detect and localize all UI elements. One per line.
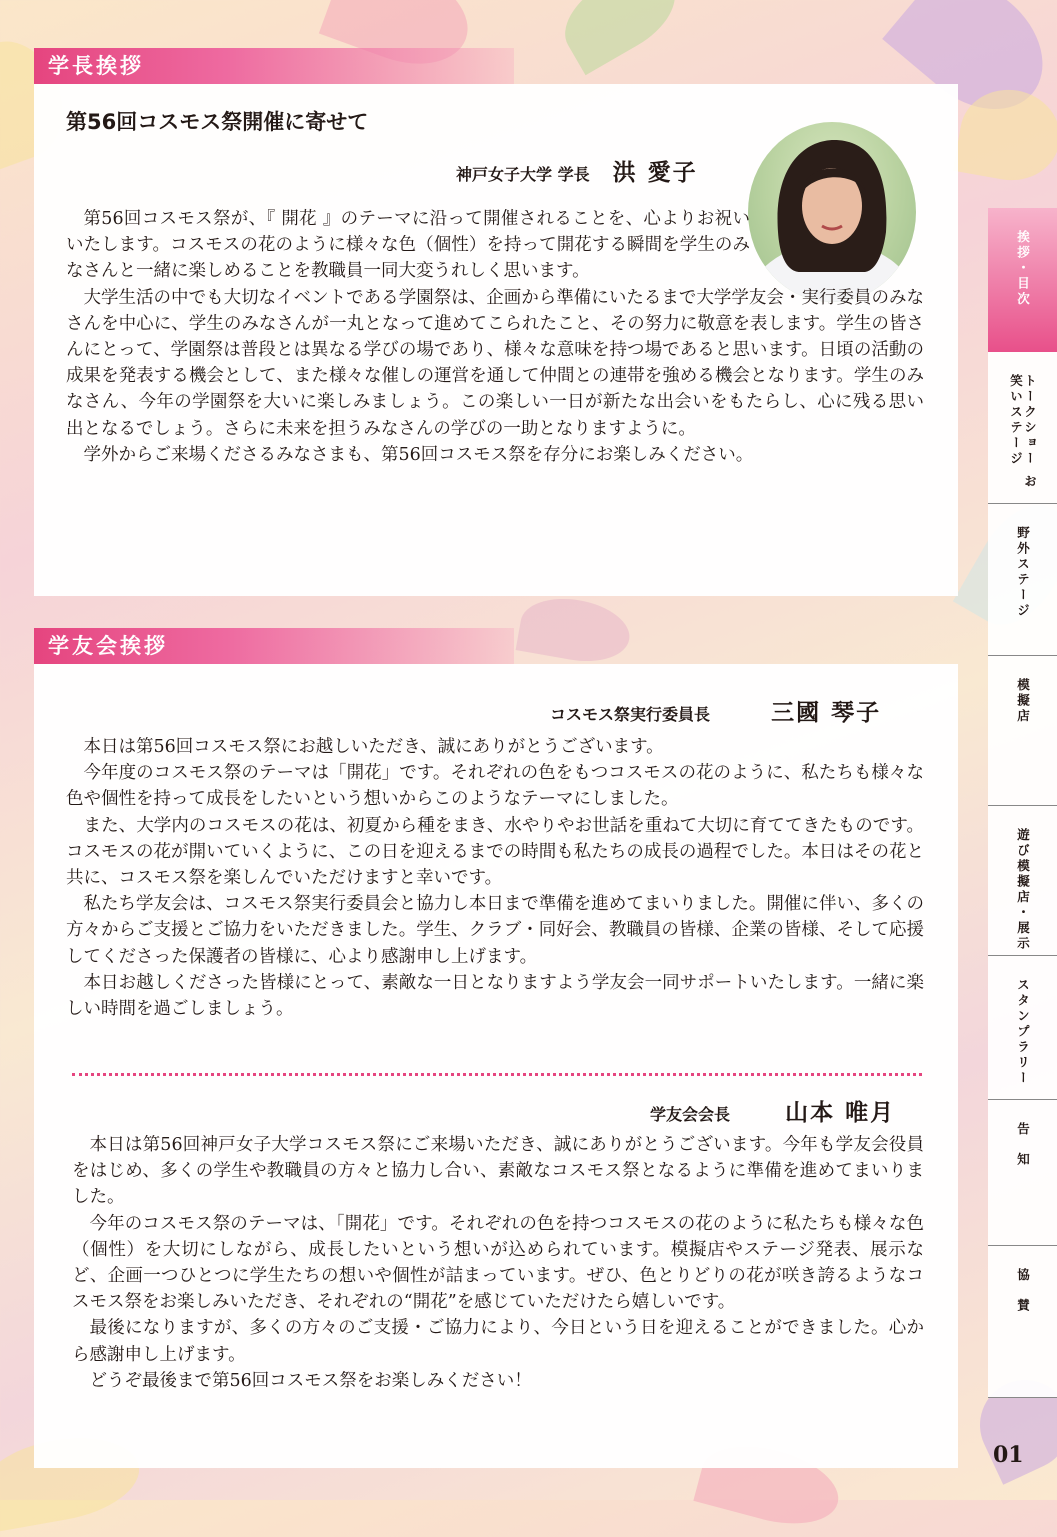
president-greeting-body bbox=[66, 206, 924, 468]
president-greeting-title: 第56回コスモス祭開催に寄せて bbox=[66, 110, 369, 134]
tab-sponsors[interactable] bbox=[988, 1246, 1057, 1398]
signature-role: コスモス祭実行委員長 bbox=[550, 705, 711, 724]
president-greeting-header: 学長挨拶 bbox=[34, 48, 514, 84]
tab-label: トークショー お笑いステージ bbox=[1008, 374, 1038, 490]
paragraph: 学外からご来場くださるみなさまも、第56回コスモス祭を存分にお楽しみください。 bbox=[83, 444, 754, 465]
paragraph: 本日は第56回コスモス祭にお越しいただき、誠にありがとうございます。 bbox=[83, 737, 664, 757]
tab-announcements[interactable] bbox=[988, 1100, 1057, 1246]
tab-talk-show[interactable] bbox=[988, 352, 1057, 504]
paragraph: 第56回コスモス祭が、『 開花 』のテーマに沿って開催されることを、心よりお祝いいたします。コスモスの花のように様々な色（個性）を持って開花する瞬間を学生のみなさんと一緒に楽しめることを教職員一同大変うれしく思います。 bbox=[66, 209, 750, 282]
paragraph: 本日お越しくださった皆様にとって、素敵な一日となりますよう学友会一同サポートいたします。一緒に楽しい時間を過ごしましょう。 bbox=[66, 972, 924, 1020]
tab-label: 挨拶・目次 bbox=[1015, 230, 1031, 308]
signature-role: 学友会会長 bbox=[650, 1105, 731, 1124]
tab-label: 告知 bbox=[1015, 1122, 1031, 1183]
paragraph: 本日は第56回神戸女子大学コスモス祭にご来場いただき、誠にありがとうございます。今年も学友会役員をはじめ、多くの学生や教職員の方々と協力し合い、素敵なコスモス祭となるように準備を進めてまいりました。 bbox=[72, 1135, 924, 1208]
committee-chair-signature bbox=[550, 694, 881, 727]
signature-role: 神戸女子大学 学長 bbox=[456, 165, 590, 184]
tab-games-exhibits[interactable] bbox=[988, 806, 1057, 956]
tab-label: 協賛 bbox=[1015, 1268, 1031, 1329]
president-signature bbox=[456, 154, 698, 187]
tab-label: 野外ステージ bbox=[1015, 526, 1031, 619]
page-number: 01 bbox=[993, 1442, 1024, 1468]
signature-name: 三國 琴子 bbox=[771, 700, 882, 726]
paragraph: 最後になりますが、多くの方々のご支援・ご協力により、今日という日を迎えることができました。心から感謝申し上げます。 bbox=[72, 1318, 924, 1365]
student-association-header: 学友会挨拶 bbox=[34, 628, 514, 664]
tab-food-stalls[interactable] bbox=[988, 656, 1057, 806]
tab-label: スタンプラリー bbox=[1015, 978, 1031, 1087]
committee-chair-body bbox=[66, 734, 924, 1022]
signature-name: 洪 愛子 bbox=[612, 160, 698, 186]
paragraph: 今年度のコスモス祭のテーマは「開花」です。それぞれの色をもつコスモスの花のように、私たちも様々な色や個性を持って成長をしたいという想いからこのようなテーマにしました。 bbox=[66, 763, 924, 810]
association-president-body bbox=[72, 1132, 924, 1394]
divider bbox=[72, 1073, 922, 1076]
tab-label: 模擬店 bbox=[1015, 678, 1031, 725]
tab-greeting-toc[interactable] bbox=[988, 208, 1057, 352]
tab-outdoor-stage[interactable] bbox=[988, 504, 1057, 656]
paragraph: 私たち学友会は、コスモス祭実行委員会と協力し本日まで準備を進めてまいりました。開催に伴い、多くの方々からご支援とご協力をいただきました。学生、クラブ・同好会、教職員の皆様、企業の皆様、そして応援してくださった保護者の皆様に、心より感謝申し上げます。 bbox=[66, 894, 924, 967]
paragraph: 今年のコスモス祭のテーマは、「開花」です。それぞれの色を持つコスモスの花のように私たちも様々な色（個性）を大切にしながら、成長したいという想いが込められています。模擬店やステージ発表、展示など、企画一つひとつに学生たちの想いや個性が詰まっています。ぜひ、色とりどりの花が咲き誇るようなコスモス祭をお楽しみいただき、それぞれの“開花”を感じていただけたら嬉しいです。 bbox=[72, 1213, 924, 1313]
paragraph: どうぞ最後まで第56回コスモス祭をお楽しみください！ bbox=[89, 1370, 532, 1391]
tab-stamp-rally[interactable] bbox=[988, 956, 1057, 1100]
association-president-signature bbox=[650, 1094, 895, 1127]
paragraph: 大学生活の中でも大切なイベントである学園祭は、企画から準備にいたるまで大学学友会・実行委員のみなさんを中心に、学生のみなさんが一丸となって進めてこられたこと、その努力に敬意を表します。学生の皆さんにとって、学園祭は普段とは異なる学びの場であり、様々な意味を持つ場であると思います。日頃の活動の成果を発表する機会として、また様々な催しの運営を通して仲間との連帯を強める機会となります。学生のみなさん、今年の学園祭を大いに楽しみましょう。この楽しい一日が新たな出会いをもたらし、心に残る思い出となるでしょう。さらに未来を担うみなさんの学びの一助となりますように。 bbox=[66, 287, 924, 439]
signature-name: 山本 唯月 bbox=[785, 1100, 896, 1126]
tab-label: 遊び模擬店・展示 bbox=[1015, 828, 1031, 952]
paragraph: また、大学内のコスモスの花は、初夏から種をまき、水やりやお世話を重ねて大切に育ててきたものです。コスモスの花が開いていくように、この日を迎えるまでの時間も私たちの成長の過程でした。本日はその花と共に、コスモス祭を楽しんでいただけますと幸いです。 bbox=[66, 815, 924, 889]
